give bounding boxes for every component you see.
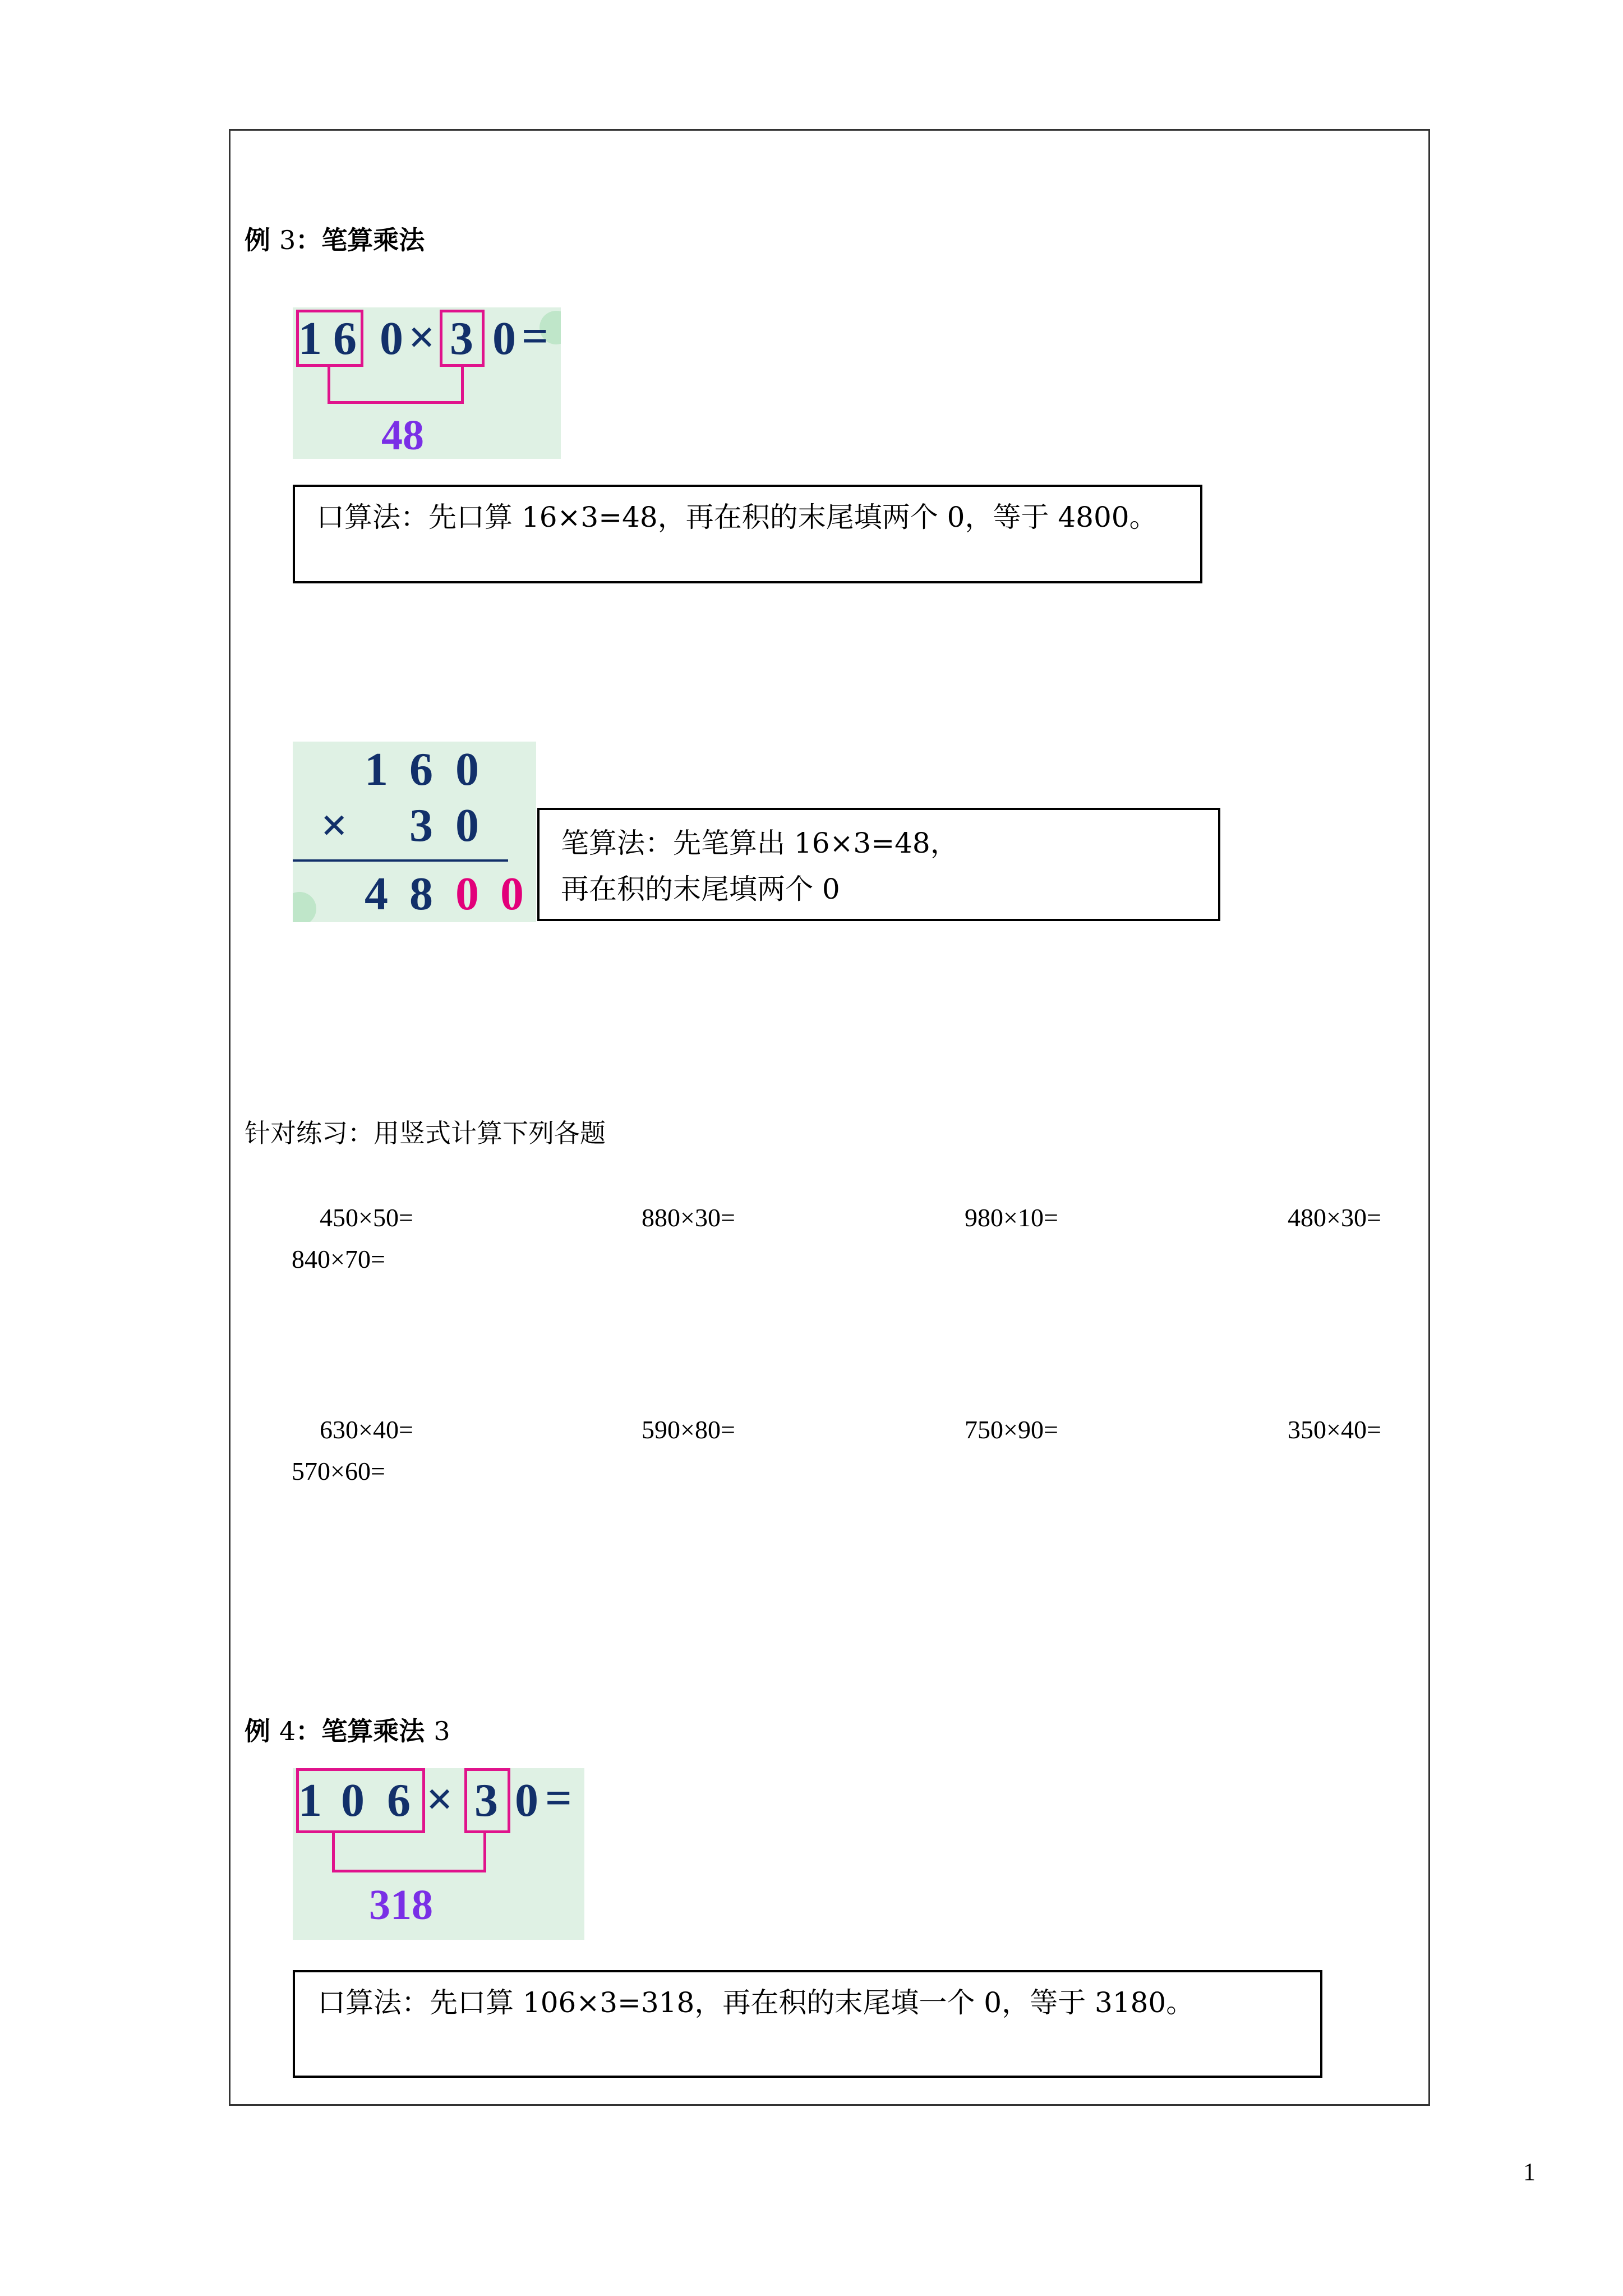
equals-sign: = — [522, 310, 548, 362]
practice-problem: 840×70= — [292, 1245, 385, 1273]
times-sign: × — [408, 311, 435, 364]
bracket-line — [483, 1833, 486, 1872]
bracket-line — [332, 1870, 486, 1872]
times-sign: × — [426, 1773, 453, 1825]
clover-decoration — [293, 892, 316, 922]
practice-problem: 750×90= — [965, 1415, 1058, 1444]
digit: 0 — [515, 1774, 538, 1826]
digit: 1 — [298, 312, 322, 365]
bracket-line — [461, 367, 464, 404]
heading-number: 3 — [434, 1716, 450, 1746]
practice-problem: 980×10= — [965, 1203, 1058, 1232]
practice-problem: 570×60= — [292, 1457, 385, 1485]
practice-problem: 880×30= — [642, 1203, 735, 1232]
digit: 1 — [298, 1774, 322, 1826]
heading-title: ：笔算乘法 — [296, 1716, 434, 1746]
bracket-line — [328, 367, 330, 404]
heading-number: 4 — [279, 1716, 296, 1746]
bracket-line — [332, 1833, 335, 1872]
oral-method-box — [293, 485, 1202, 583]
times-sign: × — [321, 799, 348, 852]
oral-method-text: 口算法：先口算 106×3=318，再在积的末尾填一个 0，等于 3180。 — [317, 1986, 1195, 2019]
practice-problem: 350×40= — [1288, 1415, 1381, 1444]
digit: 0 — [380, 312, 403, 365]
written-method-line: 再在积的末尾填两个 0 — [561, 873, 840, 905]
heading-number: 3 — [279, 225, 296, 255]
sum-line — [293, 859, 508, 862]
partial-result: 318 — [369, 1881, 433, 1929]
oral-method-box-4 — [293, 1970, 1322, 2078]
digit: 0 — [455, 799, 479, 852]
practice-problem: 590×80= — [642, 1415, 735, 1444]
practice-problem: 480×30= — [1288, 1203, 1381, 1232]
written-method-box — [537, 808, 1220, 921]
digit: 6 — [333, 312, 357, 365]
digit: 6 — [409, 743, 433, 795]
digit-zero-red: 0 — [455, 868, 479, 920]
equals-sign: = — [545, 1772, 572, 1824]
partial-result: 48 — [381, 412, 424, 459]
digit: 0 — [492, 312, 516, 365]
vertical-calc-figure — [293, 742, 536, 922]
digit: 3 — [474, 1774, 498, 1826]
oral-calc-figure-4 — [293, 1768, 584, 1940]
example-3-heading — [245, 220, 425, 257]
digit: 0 — [455, 743, 479, 795]
heading-prefix: 例 — [245, 1716, 280, 1746]
practice-heading: 针对练习：用竖式计算下列各题 — [245, 1118, 606, 1148]
practice-problem: 450×50= — [320, 1203, 413, 1232]
page-number: 1 — [1523, 2158, 1536, 2185]
oral-calc-figure — [293, 307, 561, 459]
heading-prefix: 例 — [245, 225, 280, 255]
oral-method-text: 口算法：先口算 16×3=48，再在积的末尾填两个 0，等于 4800。 — [316, 501, 1158, 533]
digit: 0 — [341, 1774, 365, 1826]
practice-problem: 630×40= — [320, 1415, 413, 1444]
digit: 8 — [409, 868, 433, 920]
written-method-line: 笔算法：先笔算出 16×3=48， — [561, 827, 958, 859]
digit: 1 — [365, 743, 388, 795]
digit: 4 — [365, 868, 388, 920]
digit: 3 — [450, 312, 473, 365]
bracket-line — [328, 401, 464, 404]
digit: 6 — [387, 1774, 411, 1826]
digit-zero-red: 0 — [500, 868, 524, 920]
digit: 3 — [409, 799, 433, 852]
heading-title: ：笔算乘法 — [296, 225, 425, 255]
example-4-heading — [245, 1711, 450, 1748]
